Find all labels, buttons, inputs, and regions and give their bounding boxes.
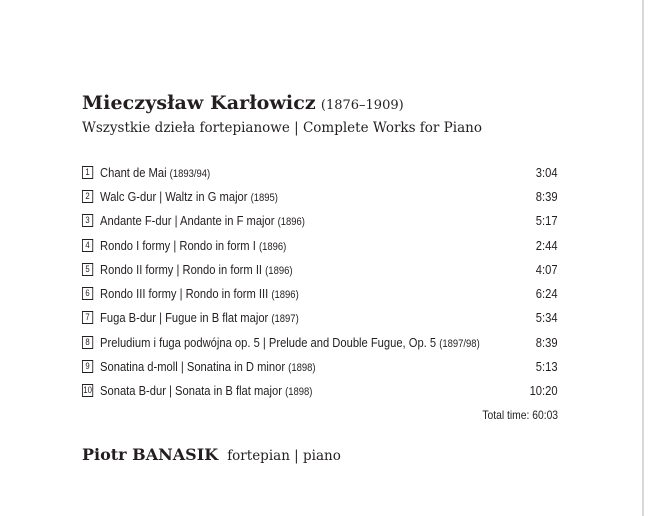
track-title-cell xyxy=(100,310,536,325)
track-year: (1897) xyxy=(271,313,299,326)
performer-name: Piotr BANASIK xyxy=(82,445,219,464)
total-time: Total time: 60:03 xyxy=(482,408,558,422)
track-number: 5 xyxy=(82,263,93,276)
composer-name: Mieczysław Karłowicz xyxy=(82,92,316,114)
track-number: 3 xyxy=(82,214,93,227)
track-year: (1898) xyxy=(285,386,313,399)
track-number: 6 xyxy=(82,287,93,300)
track-duration: 10:20 xyxy=(529,383,558,399)
track-duration: 5:13 xyxy=(535,359,558,375)
track-duration: 8:39 xyxy=(535,188,558,204)
track-row xyxy=(82,184,558,208)
track-title: Rondo III formy | Rondo in form III xyxy=(100,286,269,302)
track-title: Sonatina d-moll | Sonatina in D minor xyxy=(100,359,286,375)
track-row xyxy=(82,379,558,403)
track-title: Andante F-dur | Andante in F major xyxy=(100,213,275,229)
track-title: Chant de Mai xyxy=(100,164,167,180)
track-title-cell xyxy=(100,238,536,253)
album-subtitle: Wszystkie dzieła fortepianowe | Complete Works for Piano xyxy=(82,120,482,136)
track-year: (1896) xyxy=(258,240,287,253)
track-row xyxy=(82,306,558,330)
composer-line xyxy=(82,92,482,114)
track-duration: 8:39 xyxy=(535,334,558,350)
track-title-cell xyxy=(100,165,536,180)
track-row xyxy=(82,257,558,281)
track-title-cell xyxy=(100,286,536,301)
track-duration: 6:24 xyxy=(535,286,558,302)
track-row xyxy=(82,330,558,354)
track-year: (1896) xyxy=(271,289,299,302)
track-title-cell xyxy=(100,189,536,204)
track-duration: 2:44 xyxy=(535,237,558,253)
track-year: (1895) xyxy=(250,191,278,204)
track-title-cell xyxy=(100,335,536,350)
track-row xyxy=(82,160,558,184)
track-list xyxy=(82,160,558,403)
track-number: 7 xyxy=(82,311,93,324)
track-duration: 5:17 xyxy=(535,213,558,229)
composer-years: (1876–1909) xyxy=(320,98,404,113)
track-year: (1898) xyxy=(288,362,316,375)
page-edge-line xyxy=(642,0,644,516)
track-title-cell xyxy=(100,359,536,374)
track-number: 1 xyxy=(82,166,93,179)
track-number: 9 xyxy=(82,360,93,373)
track-title: Fuga B-dur | Fugue in B flat major xyxy=(100,310,269,326)
performer-role: fortepian | piano xyxy=(227,448,341,464)
performer-line xyxy=(82,445,341,464)
track-number: 10 xyxy=(83,385,92,396)
track-year: (1896) xyxy=(265,264,293,277)
track-row xyxy=(82,354,558,378)
track-number: 4 xyxy=(82,239,93,252)
track-row xyxy=(82,233,558,257)
track-row xyxy=(82,281,558,305)
track-title: Walc G-dur | Waltz in G major xyxy=(100,188,248,204)
track-row xyxy=(82,209,558,233)
track-title-cell xyxy=(100,262,536,277)
track-year: (1897/98) xyxy=(439,337,480,350)
track-title: Rondo II formy | Rondo in form II xyxy=(100,261,263,277)
track-number: 2 xyxy=(82,190,93,203)
track-title-cell xyxy=(100,383,530,398)
track-year: (1893/94) xyxy=(169,167,211,180)
track-duration: 4:07 xyxy=(535,261,558,277)
track-number: 8 xyxy=(82,336,93,349)
track-title: Sonata B-dur | Sonata in B flat major xyxy=(100,383,282,399)
album-header xyxy=(82,92,482,136)
track-duration: 5:34 xyxy=(535,310,558,326)
track-year: (1896) xyxy=(277,216,305,229)
track-title-cell xyxy=(100,213,536,228)
track-title: Rondo I formy | Rondo in form I xyxy=(100,237,256,253)
track-title: Preludium i fuga podwójna op. 5 | Prelude and Double Fugue, Op. 5 xyxy=(100,334,437,350)
track-duration: 3:04 xyxy=(535,164,558,180)
